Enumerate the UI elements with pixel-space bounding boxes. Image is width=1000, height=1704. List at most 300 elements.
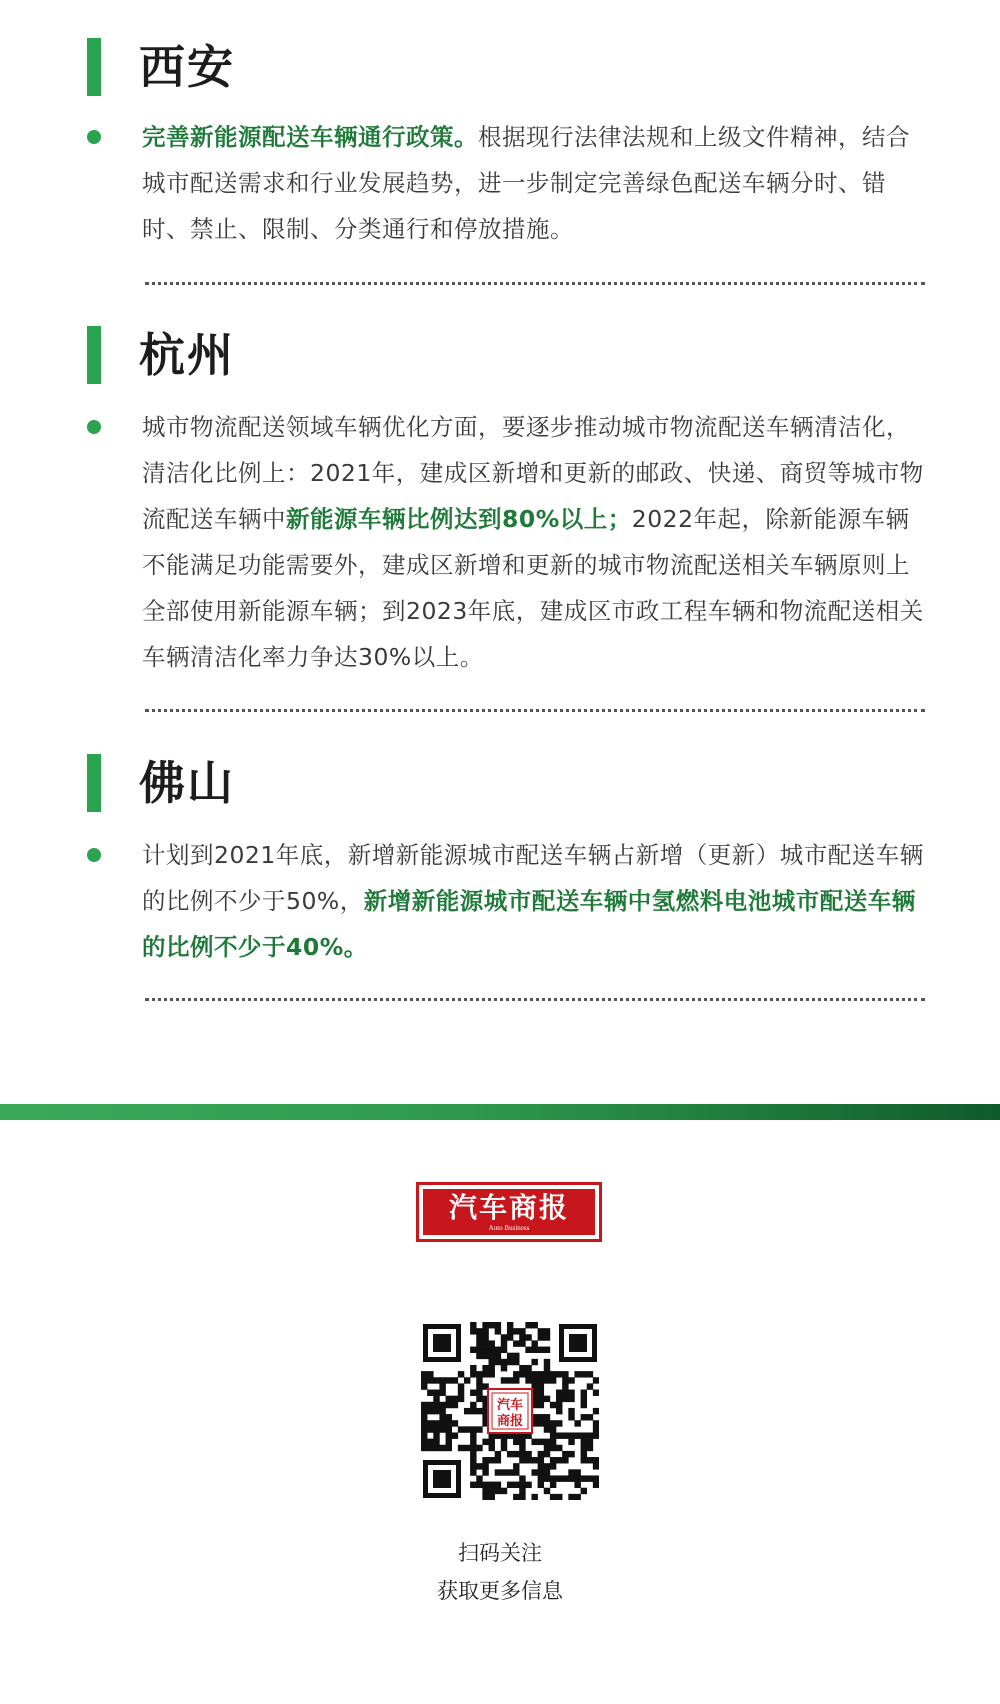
qr-module [458, 1426, 464, 1432]
qr-module [470, 1439, 476, 1445]
qr-module [587, 1445, 593, 1451]
qr-module [538, 1420, 544, 1426]
qr-module [495, 1347, 501, 1353]
qr-finder-bottom-left [423, 1460, 461, 1498]
qr-module [574, 1482, 580, 1488]
qr-module [495, 1482, 501, 1488]
qr-module [574, 1371, 580, 1377]
qr-module [421, 1371, 427, 1377]
qr-module [538, 1451, 544, 1457]
qr-module [489, 1353, 495, 1359]
auto-business-logo [416, 1182, 602, 1242]
qr-module [593, 1377, 599, 1383]
section-paragraph [142, 832, 932, 970]
qr-module [519, 1371, 525, 1377]
qr-module [568, 1439, 574, 1445]
qr-module [458, 1445, 464, 1451]
qr-module [433, 1432, 439, 1438]
qr-module [581, 1445, 587, 1451]
qr-module [482, 1334, 488, 1340]
qr-module [507, 1482, 513, 1488]
logo-background [423, 1189, 595, 1235]
qr-module [581, 1457, 587, 1463]
qr-module [525, 1451, 531, 1457]
qr-module [470, 1426, 476, 1432]
qr-finder-top-right [559, 1324, 597, 1362]
qr-module [482, 1347, 488, 1353]
qr-module [433, 1426, 439, 1432]
qr-module [538, 1396, 544, 1402]
qr-module [531, 1371, 537, 1377]
qr-module [550, 1475, 556, 1481]
qr-module [550, 1402, 556, 1408]
qr-module [458, 1383, 464, 1389]
body-text: 根据现行法律法规和上级文件精神，结合城市配送需求和行业发展趋势，进一步制定完善绿色配送车辆分时、错时、禁止、限制、分类通行和停放措施。 [142, 123, 910, 243]
qr-module [556, 1420, 562, 1426]
qr-module [489, 1359, 495, 1365]
qr-module [519, 1328, 525, 1334]
qr-module [531, 1494, 537, 1500]
qr-code[interactable] [421, 1322, 599, 1500]
qr-module [587, 1383, 593, 1389]
qr-module [507, 1359, 513, 1365]
qr-module [556, 1475, 562, 1481]
qr-module [550, 1457, 556, 1463]
qr-module [556, 1494, 562, 1500]
qr-module [544, 1347, 550, 1353]
qr-module [482, 1469, 488, 1475]
qr-module [470, 1445, 476, 1451]
qr-module [550, 1482, 556, 1488]
qr-module [452, 1377, 458, 1383]
qr-module [538, 1377, 544, 1383]
qr-module [544, 1414, 550, 1420]
qr-module [538, 1414, 544, 1420]
qr-module [495, 1328, 501, 1334]
qr-module [513, 1482, 519, 1488]
qr-module [421, 1439, 427, 1445]
qr-module [501, 1340, 507, 1346]
qr-module [470, 1463, 476, 1469]
qr-module [507, 1377, 513, 1383]
qr-module [470, 1347, 476, 1353]
qr-finder-top-left [423, 1324, 461, 1362]
qr-module [482, 1340, 488, 1346]
section-accent-bar [87, 754, 101, 812]
qr-module [581, 1390, 587, 1396]
qr-module [446, 1414, 452, 1420]
qr-module [544, 1420, 550, 1426]
qr-module [482, 1463, 488, 1469]
qr-module [538, 1347, 544, 1353]
qr-module [544, 1328, 550, 1334]
qr-module [427, 1426, 433, 1432]
qr-module [513, 1377, 519, 1383]
qr-module [427, 1408, 433, 1414]
bullet-icon [87, 420, 101, 434]
qr-module [482, 1439, 488, 1445]
qr-module [489, 1371, 495, 1377]
qr-module [568, 1494, 574, 1500]
qr-module [433, 1420, 439, 1426]
qr-module [513, 1451, 519, 1457]
qr-module [581, 1475, 587, 1481]
qr-module [427, 1377, 433, 1383]
qr-module [421, 1414, 427, 1420]
qr-module [574, 1469, 580, 1475]
qr-module [513, 1494, 519, 1500]
qr-module [439, 1408, 445, 1414]
qr-module [574, 1420, 580, 1426]
qr-module [538, 1334, 544, 1340]
qr-module [446, 1420, 452, 1426]
qr-module [446, 1377, 452, 1383]
qr-module [439, 1383, 445, 1389]
qr-module [501, 1347, 507, 1353]
qr-module [538, 1469, 544, 1475]
qr-module [562, 1383, 568, 1389]
qr-module [587, 1439, 593, 1445]
qr-module [513, 1328, 519, 1334]
qr-module [550, 1426, 556, 1432]
qr-module [525, 1457, 531, 1463]
qr-module [501, 1359, 507, 1365]
qr-module [513, 1371, 519, 1377]
qr-module [562, 1396, 568, 1402]
qr-module [574, 1494, 580, 1500]
gradient-divider [0, 1104, 1000, 1120]
qr-module [544, 1426, 550, 1432]
qr-module [525, 1365, 531, 1371]
qr-center-logo [488, 1389, 532, 1433]
qr-module [476, 1347, 482, 1353]
qr-module [562, 1457, 568, 1463]
section-accent-bar [87, 326, 101, 384]
qr-module [501, 1365, 507, 1371]
qr-module [489, 1482, 495, 1488]
qr-module [538, 1463, 544, 1469]
qr-module [556, 1445, 562, 1451]
qr-module [489, 1439, 495, 1445]
qr-module [556, 1457, 562, 1463]
qr-module [482, 1353, 488, 1359]
qr-module [544, 1445, 550, 1451]
qr-module [489, 1322, 495, 1328]
qr-module [489, 1457, 495, 1463]
qr-module [525, 1377, 531, 1383]
qr-module [538, 1457, 544, 1463]
qr-module [587, 1457, 593, 1463]
qr-module [476, 1334, 482, 1340]
qr-module [550, 1463, 556, 1469]
qr-module [544, 1334, 550, 1340]
qr-module [421, 1432, 427, 1438]
qr-module [562, 1371, 568, 1377]
qr-module [562, 1451, 568, 1457]
qr-module [544, 1439, 550, 1445]
svg-text:商报: 商报 [496, 1414, 524, 1429]
qr-module [544, 1365, 550, 1371]
qr-module [501, 1488, 507, 1494]
qr-module [581, 1488, 587, 1494]
qr-module [531, 1469, 537, 1475]
qr-module [525, 1371, 531, 1377]
qr-module [587, 1371, 593, 1377]
qr-module [568, 1469, 574, 1475]
section-title: 西安 [139, 40, 235, 94]
qr-module [593, 1408, 599, 1414]
qr-module [538, 1390, 544, 1396]
qr-module [446, 1432, 452, 1438]
qr-module [427, 1371, 433, 1377]
qr-module [550, 1432, 556, 1438]
qr-module [507, 1469, 513, 1475]
qr-module [482, 1494, 488, 1500]
qr-module [513, 1439, 519, 1445]
qr-module [452, 1420, 458, 1426]
qr-module [452, 1402, 458, 1408]
qr-module [556, 1408, 562, 1414]
qr-module [519, 1457, 525, 1463]
qr-module [507, 1322, 513, 1328]
qr-module [439, 1402, 445, 1408]
qr-module [507, 1451, 513, 1457]
qr-module [421, 1420, 427, 1426]
qr-module [581, 1402, 587, 1408]
qr-module [507, 1353, 513, 1359]
qr-module [439, 1426, 445, 1432]
qr-module [544, 1475, 550, 1481]
qr-module [458, 1371, 464, 1377]
qr-module [538, 1482, 544, 1488]
qr-module [550, 1439, 556, 1445]
qr-module [470, 1469, 476, 1475]
qr-module [446, 1402, 452, 1408]
qr-module [495, 1469, 501, 1475]
qr-module [464, 1377, 470, 1383]
qr-module [556, 1402, 562, 1408]
qr-module [519, 1482, 525, 1488]
qr-module [476, 1396, 482, 1402]
qr-module [519, 1445, 525, 1451]
qr-module [568, 1390, 574, 1396]
qr-module [501, 1334, 507, 1340]
qr-module [446, 1396, 452, 1402]
qr-module [581, 1396, 587, 1402]
qr-module [470, 1365, 476, 1371]
qr-module [568, 1414, 574, 1420]
qr-module [587, 1475, 593, 1481]
qr-module [568, 1377, 574, 1383]
qr-module [519, 1451, 525, 1457]
qr-module [433, 1396, 439, 1402]
qr-module [501, 1445, 507, 1451]
qr-module [513, 1463, 519, 1469]
qr-module [476, 1328, 482, 1334]
qr-module [439, 1445, 445, 1451]
qr-module [433, 1402, 439, 1408]
qr-module [489, 1488, 495, 1494]
qr-module [427, 1390, 433, 1396]
highlight-text: 完善新能源配送车辆通行政策。 [142, 123, 478, 151]
qr-module [593, 1426, 599, 1432]
qr-module [550, 1445, 556, 1451]
qr-module [470, 1457, 476, 1463]
qr-module [495, 1322, 501, 1328]
qr-module [470, 1328, 476, 1334]
logo-subtext: Auto Business [488, 1224, 530, 1232]
qr-module [531, 1340, 537, 1346]
qr-module [433, 1390, 439, 1396]
qr-module [544, 1469, 550, 1475]
qr-module [482, 1482, 488, 1488]
qr-module [433, 1445, 439, 1451]
qr-module [482, 1328, 488, 1334]
qr-module [427, 1420, 433, 1426]
qr-module [421, 1402, 427, 1408]
qr-module [439, 1390, 445, 1396]
qr-module [476, 1353, 482, 1359]
qr-module [593, 1420, 599, 1426]
qr-module [544, 1377, 550, 1383]
qr-module [482, 1365, 488, 1371]
body-text: 2022年起，除新能源车辆不能满足功能需要外，建成区新增和更新的城市物流配送相关车辆原则上全部使用新能源车辆；到2023年底，建成区市政工程车辆和物流配送相关车辆清洁化率力争达30%以上。 [142, 505, 924, 671]
qr-module [464, 1426, 470, 1432]
qr-module [519, 1340, 525, 1346]
qr-module [519, 1365, 525, 1371]
qr-module [489, 1340, 495, 1346]
qr-module [544, 1359, 550, 1365]
qr-module [501, 1439, 507, 1445]
qr-module [525, 1322, 531, 1328]
qr-module [587, 1414, 593, 1420]
qr-module [452, 1396, 458, 1402]
qr-module [501, 1469, 507, 1475]
qr-module [464, 1408, 470, 1414]
dotted-divider [145, 998, 925, 1001]
qr-module [482, 1371, 488, 1377]
qr-module [421, 1408, 427, 1414]
qr-module [470, 1451, 476, 1457]
qr-module [519, 1488, 525, 1494]
qr-module [593, 1390, 599, 1396]
qr-module [562, 1390, 568, 1396]
qr-module [562, 1377, 568, 1383]
section-paragraph [142, 404, 932, 680]
qr-module [476, 1445, 482, 1451]
qr-module [593, 1457, 599, 1463]
qr-module [427, 1439, 433, 1445]
qr-module [495, 1359, 501, 1365]
dotted-divider [145, 282, 925, 285]
qr-module [470, 1482, 476, 1488]
qr-module [568, 1451, 574, 1457]
qr-module [489, 1445, 495, 1451]
qr-module [476, 1371, 482, 1377]
qr-module [538, 1402, 544, 1408]
qr-module [593, 1475, 599, 1481]
qr-caption-line2: 获取更多信息 [437, 1579, 563, 1603]
qr-module [476, 1390, 482, 1396]
bullet-icon [87, 130, 101, 144]
qr-module [593, 1482, 599, 1488]
qr-module [476, 1340, 482, 1346]
qr-module [568, 1432, 574, 1438]
qr-module [476, 1463, 482, 1469]
qr-module [544, 1463, 550, 1469]
qr-module [446, 1426, 452, 1432]
qr-module [421, 1383, 427, 1389]
qr-module [581, 1439, 587, 1445]
qr-module [568, 1408, 574, 1414]
section-title: 佛山 [139, 756, 235, 810]
qr-module [476, 1482, 482, 1488]
qr-module [476, 1475, 482, 1481]
qr-module [519, 1494, 525, 1500]
qr-module [495, 1457, 501, 1463]
section-paragraph [142, 114, 932, 252]
qr-module [538, 1328, 544, 1334]
qr-module [452, 1432, 458, 1438]
qr-module [556, 1371, 562, 1377]
dotted-divider [145, 709, 925, 712]
bullet-icon [87, 848, 101, 862]
qr-module [513, 1353, 519, 1359]
highlight-text: 新能源车辆比例达到80%以上； [286, 505, 632, 533]
qr-module [531, 1439, 537, 1445]
qr-module [495, 1488, 501, 1494]
qr-module [433, 1377, 439, 1383]
highlight-text: 新增新能源城市配送车辆中氢燃料电池城市配送车辆的比例不少于40%。 [142, 887, 916, 961]
qr-module [421, 1426, 427, 1432]
qr-module [538, 1383, 544, 1389]
qr-module [489, 1347, 495, 1353]
qr-module [556, 1432, 562, 1438]
qr-module [593, 1432, 599, 1438]
qr-module [593, 1463, 599, 1469]
qr-module [482, 1488, 488, 1494]
qr-module [587, 1432, 593, 1438]
qr-module [531, 1347, 537, 1353]
qr-module [513, 1469, 519, 1475]
qr-module [550, 1371, 556, 1377]
qr-module [544, 1488, 550, 1494]
qr-module [458, 1390, 464, 1396]
qr-module [464, 1445, 470, 1451]
qr-module [513, 1359, 519, 1365]
qr-module [531, 1359, 537, 1365]
qr-module [507, 1334, 513, 1340]
qr-module [556, 1390, 562, 1396]
qr-module [531, 1377, 537, 1383]
qr-module [476, 1377, 482, 1383]
qr-module [581, 1451, 587, 1457]
qr-module [495, 1451, 501, 1457]
qr-module [433, 1408, 439, 1414]
qr-module [470, 1408, 476, 1414]
qr-module [458, 1396, 464, 1402]
qr-module [538, 1439, 544, 1445]
qr-module [574, 1432, 580, 1438]
qr-caption-line1: 扫码关注 [458, 1541, 542, 1565]
qr-module [470, 1432, 476, 1438]
qr-module [513, 1340, 519, 1346]
qr-module [544, 1451, 550, 1457]
qr-module [470, 1402, 476, 1408]
qr-module [489, 1365, 495, 1371]
qr-module [568, 1475, 574, 1481]
qr-module [519, 1334, 525, 1340]
